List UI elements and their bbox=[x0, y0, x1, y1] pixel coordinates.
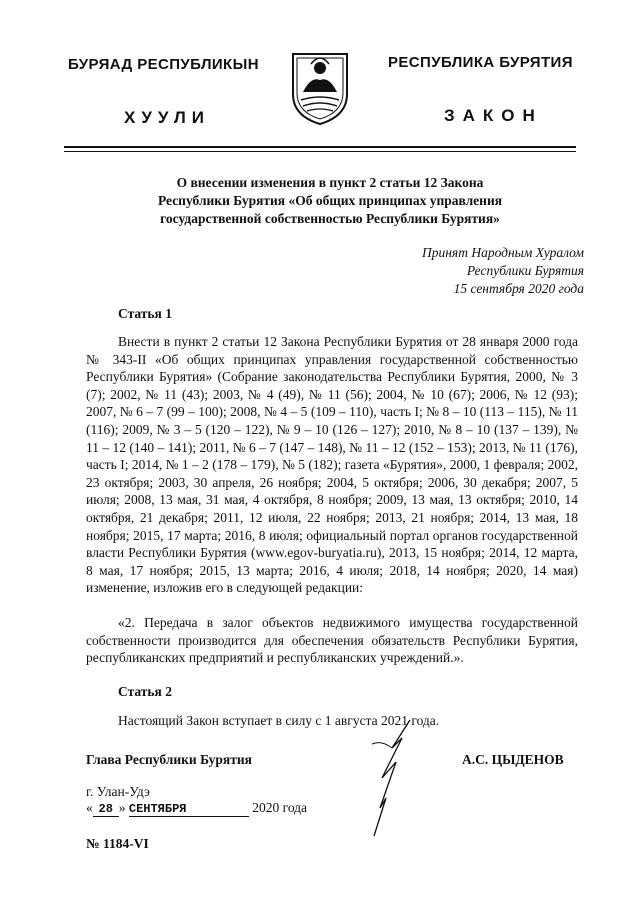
header-right-bottom: ЗАКОН bbox=[444, 106, 543, 125]
date-close-quote: » bbox=[118, 800, 126, 815]
article-2-heading: Статья 2 bbox=[118, 684, 172, 699]
header-rule-thick bbox=[64, 146, 576, 148]
law-number: № 1184-VI bbox=[86, 836, 149, 851]
article-1-heading: Статья 1 bbox=[118, 306, 172, 321]
signing-date bbox=[86, 800, 307, 817]
date-day-stamp: 28 bbox=[98, 802, 113, 816]
signatory-position: Глава Республики Бурятия bbox=[86, 752, 252, 767]
law-title-line: О внесении изменения в пункт 2 статьи 12 Закона bbox=[176, 175, 484, 190]
law-title-line: государственной собственностью Республики Бурятия» bbox=[160, 211, 500, 226]
date-open-quote: « bbox=[86, 800, 93, 815]
adoption-line: Республики Бурятия bbox=[466, 263, 584, 278]
article-2-paragraph-1: Настоящий Закон вступает в силу с 1 августа 2021 года. bbox=[118, 713, 440, 728]
signatory-name: А.С. ЦЫДЕНОВ bbox=[462, 752, 564, 767]
article-1-paragraph-1: Внести в пункт 2 статьи 12 Закона Республики Бурятия от 28 января 2000 года № 343-II «Об общих принципах управления государственной собственностью Республики Бурятия» (Собрание законодательства Республики Бурятия, 2000, № 3 (7); 2002, № 11 (43); 2003, № 4 (49), № 11 (56); 2004, № 10 (67); 2006, № 12 (93); 2007, № 6 – 7 (99 – 100); 2008, № 4 – 5 (109 – 110), часть I; № 8 – 10 (113 – 115), № 11 (116); 2009, № 3 – 5 (120 – 122), № 9 – 10 (126 – 127); 2010, № 8 – 10 (137 – 139), № 11 – 12 (140 – 141); 2011, № 6 – 7 (147 – 148), № 11 – 12 (152 – 153); 2013, № 11 (176), часть I; 2014, № 1 – 2 (178 – 179), № 5 (182); газета «Бурятия», 2000, 1 февраля; 2002, 23 октября; 2003, 30 апреля, 26 ноября; 2004, 5 октября; 2006, 30 декабря; 2007, 5 июля; 2008, 13 мая, 31 мая, 4 октября, 8 ноября; 2009, 13 мая, 13 октября; 2010, 14 октября, 21 декабря; 2011, 12 июля, 22 ноября; 2013, 21 ноября; 2014, 13 мая, 18 ноября; 2015, 17 марта; 2016, 8 июля; официальный портал органов государственной власти Республики Бурятия (www.egov-buryatia.ru), 2013, 15 ноября; 2014, 12 марта, 8 мая, 17 ноября; 2015, 13 марта; 2016, 4 июля; 2018, 14 ноября; 2020, 14 мая) изменение, изложив его в следующей редакции: bbox=[86, 334, 578, 596]
law-title bbox=[140, 174, 520, 228]
adoption-line: Принят Народным Хуралом bbox=[421, 245, 584, 260]
date-day bbox=[93, 800, 119, 817]
adoption-line: 15 сентября 2020 года bbox=[453, 281, 584, 296]
header-right-top: РЕСПУБЛИКА БУРЯТИЯ bbox=[388, 54, 573, 71]
header-left-top: БУРЯАД РЕСПУБЛИКЫН bbox=[68, 56, 259, 73]
law-title-line: Республики Бурятия «Об общих принципах управления bbox=[157, 193, 503, 208]
handwritten-signature bbox=[352, 718, 432, 838]
date-month bbox=[129, 800, 249, 817]
header-rule-thin bbox=[64, 151, 576, 152]
signing-city: г. Улан-Удэ bbox=[86, 784, 150, 799]
adoption-note bbox=[422, 244, 584, 298]
header-left-bottom: ХУУЛИ bbox=[124, 108, 210, 127]
date-month-stamp: СЕНТЯБРЯ bbox=[128, 802, 187, 816]
coat-of-arms-emblem bbox=[289, 50, 351, 126]
article-1-paragraph-2: «2. Передача в залог объектов недвижимого имущества государственной собственности производится для обеспечения обязательств Республики Бурятия, республиканских предприятий и республиканских учреждений.». bbox=[86, 615, 578, 666]
date-year: 2020 года bbox=[252, 800, 308, 815]
